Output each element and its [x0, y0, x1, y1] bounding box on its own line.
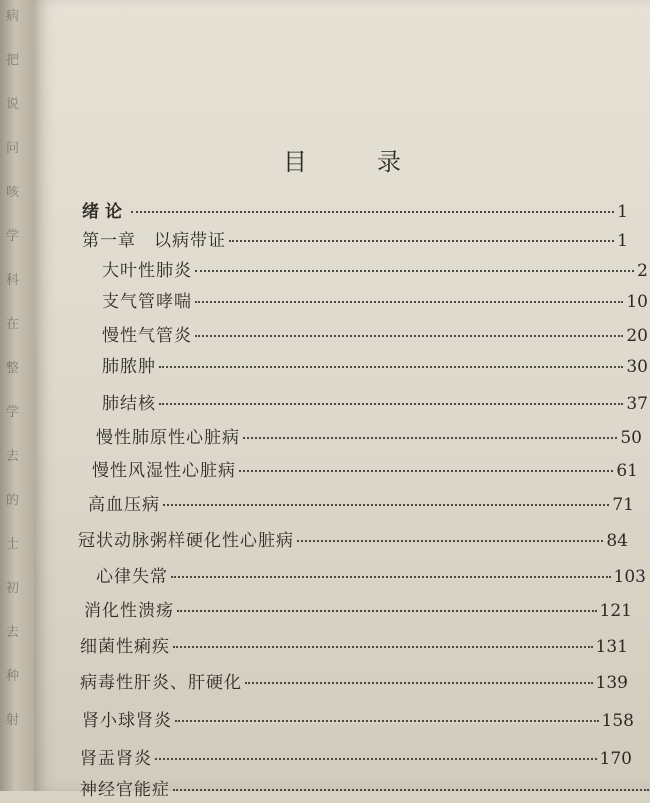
- dot-leader: [159, 403, 623, 405]
- facing-page-edge: [0, 0, 34, 791]
- dot-leader: [297, 540, 603, 542]
- toc-entry-page-number: 139: [595, 673, 628, 693]
- toc-entry-page-number: 121: [599, 601, 632, 621]
- facing-page-glyph: 的: [6, 493, 20, 508]
- toc-entry-page-number: 158: [601, 711, 634, 731]
- dot-leader: [243, 437, 617, 439]
- dot-leader: [239, 470, 613, 472]
- facing-page-glyph: 在: [6, 317, 20, 332]
- toc-entry: [82, 706, 634, 734]
- toc-entry-title: 慢性气管炎: [102, 326, 192, 346]
- page-title: 目录: [283, 148, 471, 176]
- toc-entry: [88, 490, 634, 518]
- toc-entry-page-number: 1: [617, 231, 628, 251]
- toc-entry-title: 病毒性肝炎、肝硬化: [80, 673, 242, 693]
- facing-page-glyph: 士: [6, 537, 20, 552]
- toc-entry-page-number: 2: [637, 261, 648, 281]
- toc-entry-title: 冠状动脉粥样硬化性心脏病: [78, 531, 294, 551]
- toc-entry-page-number: 20: [626, 326, 648, 346]
- toc-entry-title: 心律失常: [96, 567, 168, 587]
- toc-entry-page-number: 37: [626, 394, 648, 414]
- dot-leader: [175, 720, 599, 722]
- toc-entry: [82, 226, 628, 254]
- facing-page-glyph: 科: [6, 273, 20, 288]
- toc-entry-title: 消化性溃疡: [84, 601, 174, 621]
- toc-entry-page-number: 84: [606, 531, 628, 551]
- toc-entry-page-number: 131: [595, 637, 628, 657]
- facing-page-glyph: 咳: [6, 185, 20, 200]
- toc-entry-page-number: 71: [612, 495, 634, 515]
- facing-page-glyph: 整: [6, 361, 20, 376]
- facing-page-glyph: 问: [6, 141, 20, 156]
- toc-entry-title: 大叶性肺炎: [102, 261, 192, 281]
- toc-entry-title: 慢性风湿性心脏病: [92, 461, 236, 481]
- table-of-contents: [34, 0, 650, 800]
- toc-entry-page-number: 30: [626, 357, 648, 377]
- toc-entry: [96, 423, 642, 451]
- toc-entry: [102, 321, 648, 349]
- dot-leader: [229, 240, 614, 242]
- dot-leader: [245, 682, 593, 684]
- toc-entry-title: 肾盂肾炎: [80, 749, 152, 769]
- toc-entry: [80, 632, 628, 660]
- dot-leader: [159, 366, 623, 368]
- toc-entry-page-number: 10: [626, 292, 648, 312]
- toc-entry-title: 肺结核: [102, 394, 156, 414]
- toc-entry: [78, 526, 628, 554]
- toc-entry-page-number: 61: [616, 461, 638, 481]
- facing-page-glyph: 学: [6, 405, 20, 420]
- toc-entry: [80, 775, 650, 803]
- dot-leader: [163, 504, 609, 506]
- toc-entry-page-number: 50: [620, 428, 642, 448]
- toc-entry: [102, 287, 648, 315]
- toc-entry: [102, 352, 648, 380]
- facing-page-glyph: 把: [6, 53, 20, 68]
- toc-entry-title: 第一章 以病带证: [82, 231, 226, 251]
- dot-leader: [195, 335, 623, 337]
- toc-entry-page-number: 170: [599, 749, 632, 769]
- facing-page-glyph: 说: [6, 97, 20, 112]
- toc-entry-title: 神经官能症: [80, 780, 170, 800]
- facing-page-glyph: 初: [6, 581, 20, 596]
- dot-leader: [173, 646, 593, 648]
- dot-leader: [155, 758, 597, 760]
- toc-entry: [82, 197, 628, 225]
- toc-entry-page-number: 103: [613, 567, 646, 587]
- facing-page-glyph: 种: [6, 669, 20, 684]
- toc-entry-title: 慢性肺原性心脏病: [96, 428, 240, 448]
- dot-leader: [131, 211, 614, 213]
- facing-page-glyph: 学: [6, 229, 20, 244]
- facing-page-glyph: 去: [6, 449, 20, 464]
- dot-leader: [195, 301, 623, 303]
- dot-leader: [171, 576, 611, 578]
- toc-entry-title: 细菌性痢疾: [80, 637, 170, 657]
- facing-page-glyph: 去: [6, 625, 20, 640]
- toc-entry-title: 绪论: [82, 202, 128, 222]
- toc-entry-title: 支气管哮喘: [102, 292, 192, 312]
- toc-entry: [102, 256, 648, 284]
- toc-entry: [80, 744, 632, 772]
- toc-entry-title: 肺脓肿: [102, 357, 156, 377]
- dot-leader: [195, 270, 634, 272]
- facing-page-glyph: 病: [6, 9, 20, 24]
- facing-page-glyph: 射: [6, 713, 20, 728]
- facing-page-text: [6, 0, 28, 791]
- toc-entry: [84, 596, 632, 624]
- dot-leader: [177, 610, 597, 612]
- toc-entry: [102, 389, 648, 417]
- toc-entry-title: 高血压病: [88, 495, 160, 515]
- toc-entry: [80, 668, 628, 696]
- toc-entry-title: 肾小球肾炎: [82, 711, 172, 731]
- toc-entry-page-number: 1: [617, 202, 628, 222]
- toc-entry: [96, 562, 646, 590]
- toc-entry: [92, 456, 638, 484]
- book-page: [34, 0, 650, 800]
